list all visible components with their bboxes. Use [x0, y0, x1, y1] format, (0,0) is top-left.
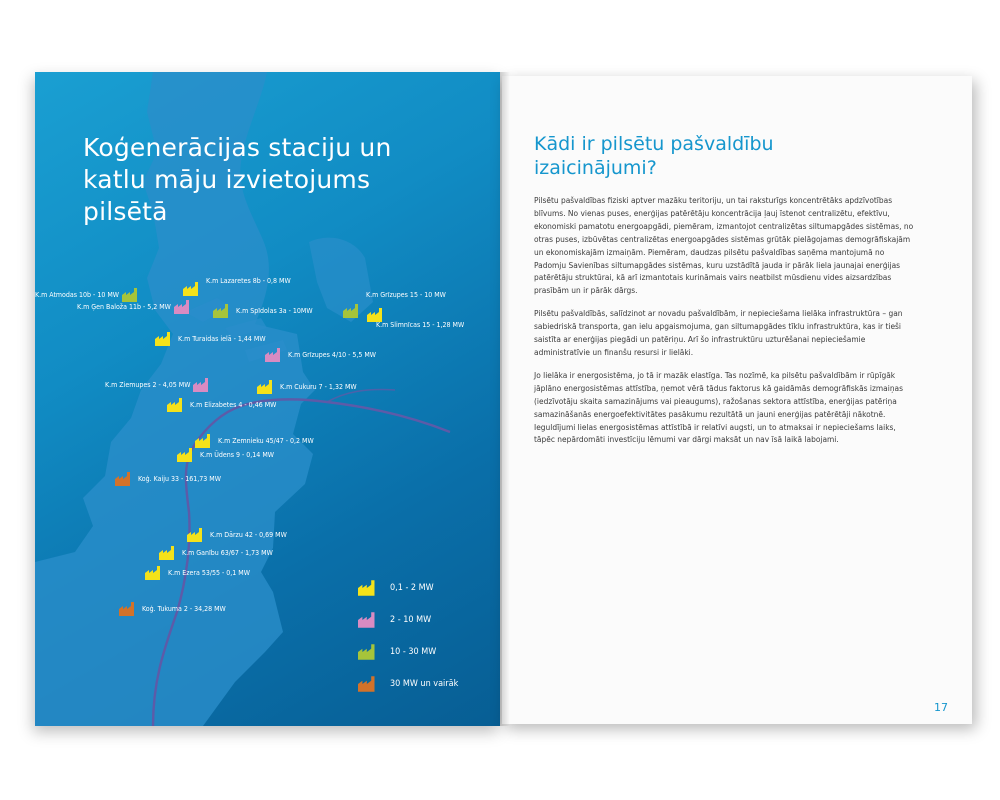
plant-label: Koģ. Tukuma 2 - 34,28 MW: [142, 605, 226, 613]
plant-yellow-icon: [187, 528, 207, 542]
plant-marker: [183, 277, 291, 296]
map-title: Koģenerācijas staciju un katlu māju izvietojums pilsētā: [83, 133, 392, 226]
plant-marker: [159, 546, 273, 560]
page-number: 17: [934, 701, 948, 714]
plant-label: K.m Elizabetes 4 - 0,46 MW: [190, 401, 277, 409]
plant-pink-icon: [265, 348, 285, 362]
plant-pink-icon: [193, 378, 213, 392]
plant-orange-icon: [119, 602, 139, 616]
legend-orange-icon: [358, 676, 380, 692]
paragraph: Pilsētu pašvaldības fiziski aptver mazāku teritoriju, un tai raksturīgs koncentrētāks apdzīvotības blīvums. No vienas puses, enerģijas patērētāju koncentrācija ļauj īstenot centralizētu, efektīvu, ekonomiski pamatotu energoapgādi, piemēram, izmantojot centralizētas siltumapgādes sistēmas, no otras puses, izbūvētas centralizētas energoapgādes sistēmas grūtāk pielāgojamas demogrāfiskajām un ekonomiskajām izmaiņām. Piemēram, daudzas pilsētu pašvaldības saņēma mantojumā no Padomju Savienības siltumapgādes sistēmas, kuru uzstādītā jauda ir pārāk liela jaunajai enerģijas patērētāju struktūrai, kā arī izmantotais kurināmais vairs neatbilst mūsdienu vides aizsardzības prasībām un ir pārāk dārgs.: [534, 195, 914, 296]
legend-item: [358, 604, 458, 636]
plant-marker: [187, 528, 287, 542]
legend-item: [358, 572, 458, 604]
legend-pink-icon: [358, 612, 380, 628]
plant-yellow-icon: [145, 566, 165, 580]
plant-green-icon: [213, 304, 233, 318]
plant-marker: [115, 472, 221, 486]
plant-label: K.m Slimnīcas 15 - 1,28 MW: [376, 321, 465, 329]
legend-item: [358, 668, 458, 700]
map-legend: [358, 572, 458, 700]
plant-marker: [145, 566, 250, 580]
plant-yellow-icon: [183, 282, 203, 296]
plant-yellow-icon: [257, 380, 277, 394]
paragraph: Jo lielāka ir energosistēma, jo tā ir mazāk elastīga. Tas nozīmē, ka pilsētu pašvaldībām ir rūpīgāk jāplāno energosistēmas attīstība, ņemot vērā tādus faktorus kā gaidāmās demogrāfiskās izmaiņas (iedzīvotāju skaita samazinājums vai pieaugums), ražošanas sektora attīstība, enerģijas patēriņa samazināšanās energoefektivitātes pasākumu rezultātā un jauni enerģijas patērētāji nākotnē. Ieguldījumi lielas energosistēmas attīstībā ir relatīvi augsti, un to atmaksai ir nepieciešams laiks, tāpēc nepārdomāti investīciju lēmumi var dārgi maksāt un nav īsā laikā labojami.: [534, 369, 904, 445]
legend-label: 10 - 30 MW: [390, 647, 437, 657]
plant-label: K.m Ganību 63/67 - 1,73 MW: [182, 549, 273, 557]
plant-marker: [195, 434, 314, 448]
plant-yellow-icon: [155, 332, 175, 346]
plant-marker: [265, 348, 376, 362]
plant-label: K.m Ģen Baloža 11b - 5,2 MW: [77, 303, 171, 311]
plant-label: K.m Ziemupes 2 - 4,05 MW: [105, 381, 191, 389]
plant-label: K.m Spīdolas 3a - 10MW: [236, 307, 313, 315]
plant-marker: [213, 304, 313, 318]
plant-label: K.m Lazaretes 8b - 0,8 MW: [206, 277, 291, 285]
legend-label: 30 MW un vairāk: [390, 679, 459, 689]
body-text: [534, 194, 914, 456]
plant-label: K.m Dārzu 42 - 0,69 MW: [210, 531, 287, 539]
plant-yellow-icon: [159, 546, 179, 560]
plant-marker: [167, 398, 276, 412]
legend-item: [358, 636, 458, 668]
plant-label: K.m Ezera 53/55 - 0,1 MW: [168, 569, 250, 577]
plant-label: K.m Atmodas 10b - 10 MW: [35, 291, 119, 299]
plant-marker: [77, 300, 194, 314]
legend-yellow-icon: [358, 580, 380, 596]
plant-label: K.m Cukuru 7 - 1,32 MW: [280, 383, 357, 391]
plant-label: K.m Zemnieku 45/47 - 0,2 MW: [218, 437, 314, 445]
paragraph: Pilsētu pašvaldībās, salīdzinot ar novadu pašvaldībām, ir nepieciešama lielāka infrastruktūra – gan sabiedriskā transporta, gan ielu apgaismojuma, gan siltumapgādes tīklu infrastruktūra, kas ir tieši saistīta ar enerģijas piegādi un patēriņu. Arī šo infrastruktūru uzturēšanai nepieciešamie administratīvie un finanšu resursi ir lielāki.: [534, 308, 903, 357]
plant-marker: [119, 602, 226, 616]
legend-label: 0,1 - 2 MW: [390, 583, 434, 593]
plant-pink-icon: [174, 300, 194, 314]
plant-marker: [177, 448, 274, 462]
plant-label: K.m Ūdens 9 - 0,14 MW: [200, 451, 274, 459]
plant-marker: [105, 378, 213, 392]
plant-yellow-icon: [177, 448, 197, 462]
plant-orange-icon: [115, 472, 135, 486]
left-page: [35, 72, 500, 726]
legend-green-icon: [358, 644, 380, 660]
plant-marker: [155, 332, 266, 346]
plant-marker: [367, 308, 478, 329]
section-title: Kādi ir pilsētu pašvaldību izaicinājumi?: [534, 133, 774, 179]
plant-yellow-icon: [195, 434, 215, 448]
plant-yellow-icon: [367, 308, 387, 322]
page-fold: [500, 72, 510, 726]
plant-label: K.m Grīzupes 15 - 10 MW: [366, 291, 446, 299]
plant-label: K.m Grīzupes 4/10 - 5,5 MW: [288, 351, 377, 359]
plant-label: K.m Turaidas ielā - 1,44 MW: [178, 335, 266, 343]
right-page: [502, 76, 972, 724]
legend-label: 2 - 10 MW: [390, 615, 432, 625]
plant-marker: [257, 380, 357, 394]
plant-yellow-icon: [167, 398, 187, 412]
plant-label: Koģ. Kaiju 33 - 161,73 MW: [138, 475, 221, 483]
plant-green-icon: [343, 304, 363, 318]
